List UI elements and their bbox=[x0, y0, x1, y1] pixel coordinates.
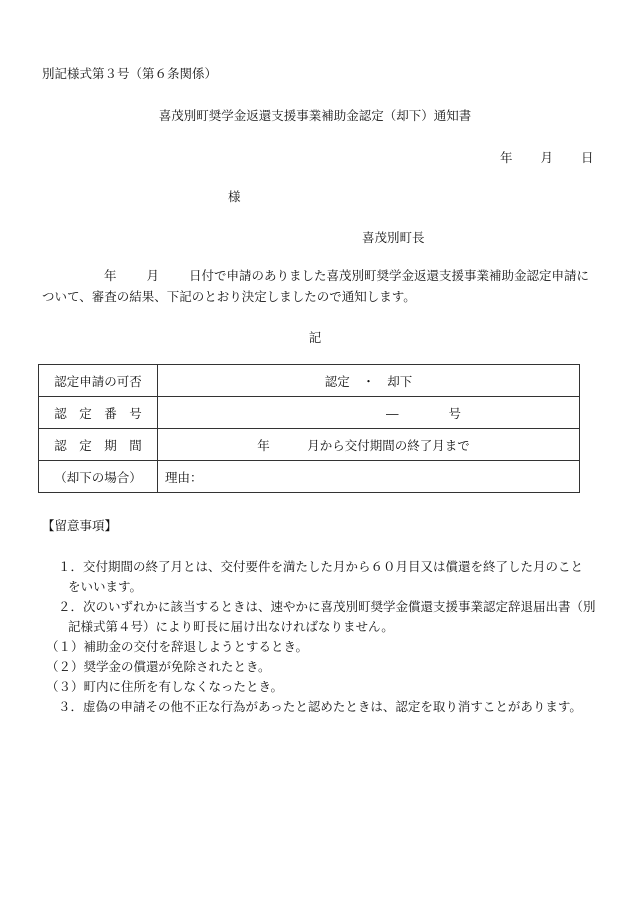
note-2-sub-2: （２）奨学金の償還が免除されたとき。 bbox=[46, 659, 271, 674]
note-3: ３．虚偽の申請その他不正な行為があったと認めたときは、認定を取り消すことがあります。 bbox=[58, 699, 582, 714]
body-year: 年 bbox=[104, 268, 117, 283]
row-value-period: 年 月から交付期間の終了月まで bbox=[158, 429, 580, 461]
document-title: 喜茂別町奨学金返還支援事業補助金認定（却下）通知書 bbox=[158, 108, 472, 123]
body-text bbox=[42, 265, 590, 307]
body-line-2: ついて、審査の結果、下記のとおり決定しましたので通知します。 bbox=[42, 289, 416, 304]
date-line bbox=[500, 148, 594, 166]
row-value-reason: 理由： bbox=[158, 461, 580, 493]
table-row bbox=[39, 397, 580, 429]
form-number: 別記様式第３号（第６条関係） bbox=[42, 66, 218, 81]
table-row bbox=[39, 461, 580, 493]
date-day: 日 bbox=[581, 150, 594, 165]
table-row bbox=[39, 365, 580, 397]
issuer: 喜茂別町長 bbox=[362, 230, 425, 245]
note-1-line-1: １．交付期間の終了月とは、交付要件を満たした月から６０月目又は償還を終了した月のこと bbox=[58, 559, 584, 574]
notes-heading: 【留意事項】 bbox=[42, 518, 118, 533]
row-value-approval: 認定 ・ 却下 bbox=[158, 365, 580, 397]
note-1-line-2: をいいます。 bbox=[68, 579, 143, 594]
row-label: 認 定 番 号 bbox=[39, 397, 158, 429]
date-year: 年 bbox=[500, 150, 513, 165]
row-value-number: ― 号 bbox=[158, 397, 580, 429]
row-label: 認 定 期 間 bbox=[39, 429, 158, 461]
body-line-1 bbox=[42, 265, 590, 286]
body-month: 月 bbox=[146, 268, 160, 283]
certification-table bbox=[38, 364, 580, 493]
note-2-line-1: ２．次のいずれかに該当するときは、速やかに喜茂別町奨学金償還支援事業認定辞退届出書（別 bbox=[58, 599, 596, 614]
table-row bbox=[39, 429, 580, 461]
ki-heading: 記 bbox=[308, 330, 322, 345]
row-label: （却下の場合） bbox=[39, 461, 158, 493]
note-2-sub-1: （１）補助金の交付を辞退しようとするとき。 bbox=[46, 639, 309, 654]
body-line-1-rest: 日付で申請のありました喜茂別町奨学金返還支援事業補助金認定申請に bbox=[189, 268, 590, 283]
note-2-sub-3: （３）町内に住所を有しなくなったとき。 bbox=[46, 679, 284, 694]
date-month: 月 bbox=[540, 150, 554, 165]
addressee: 様 bbox=[228, 189, 241, 204]
row-label: 認定申請の可否 bbox=[39, 365, 158, 397]
note-2-line-2: 記様式第４号）により町長に届け出なければなりません。 bbox=[68, 619, 394, 634]
